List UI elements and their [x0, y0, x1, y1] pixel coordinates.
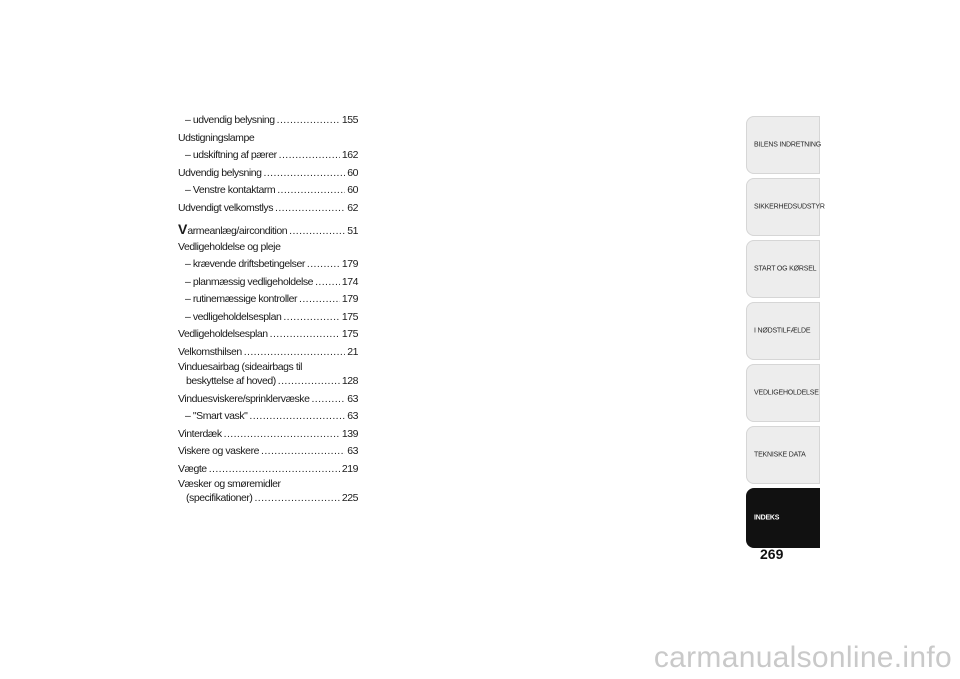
leader-dots: [275, 200, 345, 218]
index-entry-label: Vinduesviskere/sprinklervæske: [178, 392, 310, 405]
index-entry-page: 63: [347, 445, 358, 457]
index-entry-page: 63: [347, 392, 358, 405]
index-entry-label: Viskere og vaskere: [178, 445, 260, 457]
index-entry-page: 219: [341, 462, 358, 475]
index-entry: [178, 443, 358, 461]
leader-dots: [279, 147, 340, 165]
tab-label: I NØDSTILFÆLDE: [754, 327, 811, 335]
tab-label: SIKKERHEDSUDSTYR: [754, 203, 825, 211]
index-entry-label: – Venstre kontaktarm: [185, 184, 276, 196]
index-section-letter: V: [178, 221, 188, 237]
index-entry-label: Vedligeholdelse og pleje: [178, 240, 281, 253]
index-entry-label: – krævende driftsbetingelser: [185, 258, 305, 270]
page-number: 269: [760, 546, 784, 562]
index-entry: [178, 274, 358, 292]
leader-dots: [299, 291, 340, 309]
leader-dots: [264, 165, 346, 183]
index-entry-page: 225: [341, 492, 358, 504]
index-entry-page: 175: [341, 328, 358, 340]
index-entry-label: Udvendig belysning: [178, 166, 262, 179]
tab-label: START OG KØRSEL: [754, 265, 817, 273]
index-entry-label: Væsker og smøremidler: [178, 478, 281, 490]
leader-dots: [277, 182, 345, 200]
index-entry-page: 179: [341, 293, 358, 305]
index-entry: [178, 130, 358, 148]
leader-dots: [209, 461, 340, 479]
section-tabs: [746, 116, 825, 552]
index-entry-page: 62: [347, 201, 358, 214]
index-entry-label: Vinduesairbag (sideairbags til: [178, 361, 303, 373]
index-entry: [178, 239, 358, 257]
index-entry-label: armeanlæg/aircondition: [187, 225, 288, 237]
index-entry-label-continuation: beskyttelse af hoved): [186, 375, 276, 387]
index-entry-page: 60: [347, 184, 358, 196]
index-entry: [178, 112, 358, 130]
index-entry: [178, 478, 358, 508]
index-entry-label: Vinterdæk: [178, 427, 222, 440]
index-entry-label: – "Smart vask": [185, 410, 248, 422]
tab-tekniske-data[interactable]: [746, 426, 820, 484]
leader-dots: [315, 274, 340, 292]
index-entry-label: – udvendig belysning: [185, 114, 275, 126]
index-entry-label: – planmæssig vedligeholdelse: [185, 275, 314, 288]
index-entry-page: 128: [341, 375, 358, 387]
tab-sikkerhedsudstyr[interactable]: [746, 178, 825, 236]
tab-i-nødstilfælde[interactable]: [746, 302, 820, 360]
index-entry: [178, 361, 358, 391]
leader-dots: [261, 443, 345, 461]
index-entry: [178, 391, 358, 409]
tab-bilens-indretning[interactable]: [746, 116, 820, 174]
index-entry: [178, 408, 358, 426]
index-entry-page: 179: [341, 258, 358, 270]
leader-dots: [244, 344, 345, 362]
leader-dots: [278, 373, 340, 391]
leader-dots: [283, 309, 339, 327]
leader-dots: [270, 326, 340, 344]
leader-dots: [224, 426, 340, 444]
index-entry: [178, 291, 358, 309]
index-list: [178, 112, 358, 508]
tab-indeks[interactable]: [746, 488, 820, 548]
tab-label: TEKNISKE DATA: [754, 451, 806, 459]
tab-label: BILENS INDRETNING: [754, 141, 821, 149]
index-entry: [178, 344, 358, 362]
index-entry-label: – vedligeholdelsesplan: [185, 310, 282, 323]
index-entry-page: 174: [341, 275, 358, 288]
index-entry-label: Udvendigt velkomstlys: [178, 201, 274, 214]
index-entry: [178, 165, 358, 183]
index-entry-page: 155: [341, 114, 358, 126]
index-entry-label-continuation: (specifikationer): [186, 492, 253, 504]
index-entry-page: 162: [341, 149, 358, 161]
tab-label: VEDLIGEHOLDELSE: [754, 389, 819, 397]
index-entry-label: Vedligeholdelsesplan: [178, 328, 268, 340]
leader-dots: [307, 256, 340, 274]
index-entry-page: 139: [341, 427, 358, 440]
leader-dots: [277, 112, 340, 130]
index-entry-label: Udstigningslampe: [178, 131, 255, 144]
leader-dots: [249, 408, 345, 426]
index-entry: [178, 461, 358, 479]
index-entry: [178, 200, 358, 218]
index-entry-label: Velkomsthilsen: [178, 345, 242, 358]
index-entry-page: 63: [347, 410, 358, 422]
index-entry: [178, 256, 358, 274]
index-entry: [178, 147, 358, 165]
watermark: carmanualsonline.info: [653, 641, 952, 674]
index-entry: [178, 182, 358, 200]
index-entry-page: 21: [347, 345, 358, 358]
index-entry-page: 51: [347, 225, 358, 237]
tab-start-og-kørsel[interactable]: [746, 240, 820, 298]
tab-vedligeholdelse[interactable]: [746, 364, 820, 422]
index-entry-page: 175: [341, 310, 358, 323]
index-entry: [178, 426, 358, 444]
index-entry: [178, 309, 358, 327]
leader-dots: [254, 490, 339, 508]
index-entry-label: – rutinemæssige kontroller: [185, 293, 298, 305]
index-entry: [178, 326, 358, 344]
index-entry-label: Vægte: [178, 462, 207, 475]
leader-dots: [311, 391, 345, 409]
index-entry-page: 60: [347, 166, 358, 179]
index-entry-label: – udskiftning af pærer: [185, 149, 277, 161]
index-entry: [178, 221, 358, 239]
tab-label: INDEKS: [754, 514, 780, 522]
